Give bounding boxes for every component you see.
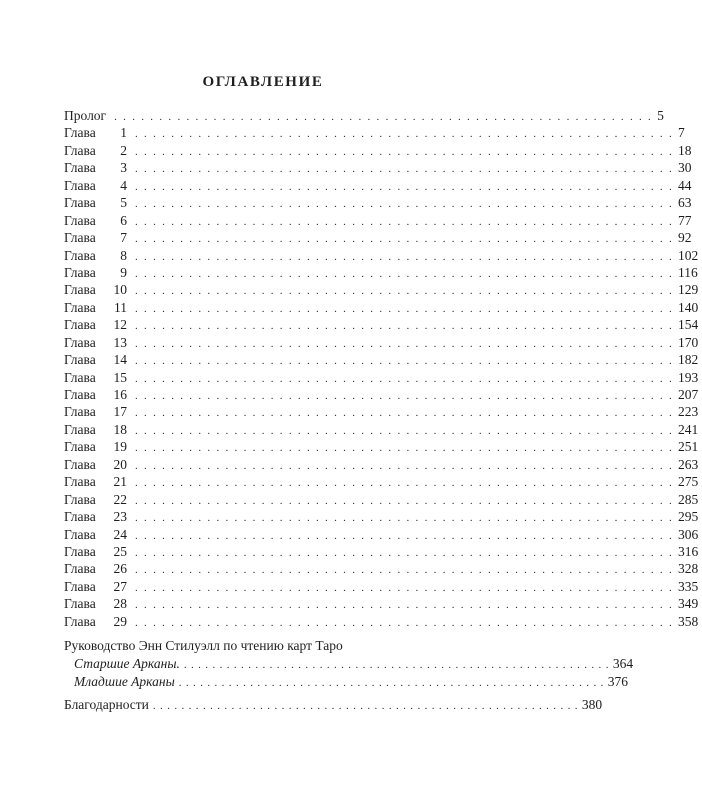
dot-leader: ............................................................	[135, 424, 678, 437]
toc-entry-label	[64, 369, 127, 386]
toc-page-number: 140	[678, 299, 699, 315]
toc-entry-label	[64, 124, 127, 141]
toc-page-number: 116	[678, 264, 698, 280]
toc-entry-label	[64, 543, 127, 560]
toc-entry-label: Младшие Арканы	[74, 673, 175, 689]
toc-entry-chapter[interactable]	[64, 491, 699, 508]
dot-leader: ............................................................	[135, 529, 678, 542]
chapter-number: 1	[120, 125, 127, 141]
chapter-number: 2	[120, 142, 127, 158]
dot-leader: ............................................................	[135, 267, 678, 280]
toc-page-number: 335	[678, 578, 699, 594]
guide-list	[64, 655, 634, 690]
guide-title: Руководство Энн Стилуэлл по чтению карт Таро	[64, 638, 343, 654]
toc-entry-label	[64, 334, 127, 351]
dot-leader: ............................................................	[135, 407, 678, 420]
toc-entry-label	[64, 316, 127, 333]
dot-leader: ............................................................	[135, 477, 678, 490]
toc-entry-label: Благодарности	[64, 697, 149, 712]
chapter-word: Глава	[64, 142, 96, 158]
toc-entry-chapter[interactable]	[64, 124, 685, 141]
toc-page-number: 275	[678, 474, 699, 490]
toc-page-number: 295	[678, 509, 699, 525]
toc-entry-chapter[interactable]	[64, 264, 698, 281]
dot-leader: ............................................................	[135, 145, 678, 158]
toc-entry-label	[64, 247, 127, 264]
toc-entry-label	[64, 456, 127, 473]
chapter-word: Глава	[64, 177, 96, 193]
chapter-word: Глава	[64, 387, 96, 402]
chapter-word: Глава	[64, 404, 96, 420]
chapter-word: Глава	[64, 509, 96, 525]
chapter-number: 19	[113, 439, 127, 455]
toc-entry-chapter[interactable]	[64, 177, 692, 194]
chapter-word: Глава	[64, 456, 96, 472]
toc-entry-chapter[interactable]	[64, 508, 699, 525]
chapter-word: Глава	[64, 125, 96, 141]
toc-entry-label	[64, 212, 127, 229]
dot-leader: ............................................................	[135, 459, 678, 472]
toc-page-number: 263	[678, 456, 699, 472]
toc-entry-chapter[interactable]	[64, 316, 699, 333]
chapter-number: 18	[113, 421, 127, 437]
dot-leader: ............................................................	[152, 700, 582, 712]
toc-page-number: 7	[678, 125, 685, 141]
toc-entry-label	[64, 403, 127, 420]
dot-leader: ............................................................	[135, 616, 678, 629]
chapter-number: 24	[113, 526, 127, 542]
chapter-word: Глава	[64, 317, 96, 333]
chapter-number: 7	[120, 230, 127, 246]
toc-page-number: 358	[678, 613, 699, 629]
chapter-number: 3	[120, 160, 127, 176]
dot-leader: ............................................................	[135, 442, 678, 455]
toc-entry-prologue[interactable]	[64, 107, 664, 124]
toc-entry-label	[64, 526, 127, 543]
chapter-word: Глава	[64, 421, 96, 437]
toc-entry-chapter[interactable]	[64, 142, 692, 159]
chapter-word: Глава	[64, 352, 96, 368]
dot-leader: ............................................................	[178, 676, 608, 689]
chapter-word: Глава	[64, 299, 96, 315]
toc-entry-label	[64, 264, 127, 281]
chapter-number: 5	[120, 195, 127, 211]
toc-page-number: 129	[678, 282, 699, 298]
toc-entry-chapter[interactable]	[64, 247, 699, 264]
toc-entry-chapter[interactable]	[64, 456, 699, 473]
toc-entry-chapter[interactable]	[64, 613, 699, 630]
toc-page-number: 92	[678, 230, 692, 246]
toc-page-number: 207	[678, 387, 699, 402]
dot-leader: ............................................................	[135, 215, 678, 228]
chapter-word: Глава	[64, 264, 96, 280]
chapter-word: Глава	[64, 561, 96, 577]
dot-leader: ............................................................	[135, 355, 678, 368]
toc-entry-chapter[interactable]	[64, 578, 699, 595]
toc-entry-chapter[interactable]	[64, 212, 692, 229]
toc-entry-chapter[interactable]	[64, 560, 699, 577]
chapter-number: 26	[113, 561, 127, 577]
toc-page-number: 364	[612, 656, 634, 672]
dot-leader: ............................................................	[135, 285, 678, 298]
toc-entry-chapter[interactable]	[64, 334, 699, 351]
toc-entry-label	[64, 578, 127, 595]
toc-entry-chapter[interactable]	[64, 281, 699, 298]
toc-entry-chapter[interactable]	[64, 543, 699, 560]
chapter-number: 23	[113, 509, 127, 525]
toc-entry-chapter[interactable]	[64, 438, 699, 455]
toc-page-number: 182	[678, 352, 699, 368]
toc-page-number: 193	[678, 369, 699, 385]
toc-entry-label: Пролог	[64, 108, 107, 123]
toc-entry-chapter[interactable]	[64, 595, 699, 612]
chapter-number: 27	[113, 578, 127, 594]
table-of-contents	[64, 107, 699, 713]
toc-entry-chapter[interactable]	[64, 386, 699, 403]
toc-entry-chapter[interactable]	[64, 403, 699, 420]
dot-leader: ............................................................	[183, 659, 613, 672]
toc-entry-label	[64, 194, 127, 211]
toc-page-number: 306	[678, 526, 699, 542]
chapter-list	[64, 124, 699, 630]
toc-page-number: 44	[678, 177, 692, 193]
toc-page-number: 316	[678, 543, 699, 559]
dot-leader: ............................................................	[135, 250, 678, 263]
dot-leader: ............................................................	[135, 512, 678, 525]
dot-leader: ............................................................	[135, 581, 678, 594]
chapter-number: 6	[120, 212, 127, 228]
toc-page-number: 285	[678, 491, 699, 507]
toc-page-number: 223	[678, 404, 699, 420]
chapter-word: Глава	[64, 282, 96, 298]
toc-page-number: 380	[581, 697, 603, 712]
dot-leader: ............................................................	[114, 111, 658, 123]
toc-entry-label	[64, 281, 127, 298]
toc-entry-label	[64, 177, 127, 194]
toc-entry-guide-item[interactable]	[64, 655, 634, 672]
toc-entry-label: Старшие Арканы.	[74, 656, 180, 672]
chapter-word: Глава	[64, 613, 96, 629]
chapter-number: 8	[120, 247, 127, 263]
toc-entry-label	[64, 159, 127, 176]
toc-entry-chapter[interactable]	[64, 299, 699, 316]
toc-entry-chapter[interactable]	[64, 194, 692, 211]
toc-page-number: 241	[678, 421, 699, 437]
chapter-word: Глава	[64, 230, 96, 246]
chapter-word: Глава	[64, 474, 96, 490]
toc-page-number: 154	[678, 317, 699, 333]
chapter-word: Глава	[64, 247, 96, 263]
dot-leader: ............................................................	[135, 546, 678, 559]
chapter-number: 15	[113, 369, 127, 385]
dot-leader: ............................................................	[135, 390, 678, 402]
toc-page-number: 18	[678, 142, 692, 158]
dot-leader: ............................................................	[135, 599, 678, 612]
dot-leader: ............................................................	[135, 233, 678, 246]
chapter-number: 29	[113, 613, 127, 629]
dot-leader: ............................................................	[135, 494, 678, 507]
chapter-word: Глава	[64, 491, 96, 507]
chapter-number: 28	[113, 596, 127, 612]
toc-entry-acknowledgements[interactable]	[64, 696, 603, 713]
toc-page-number: 349	[678, 596, 699, 612]
toc-page-number: 77	[678, 212, 692, 228]
dot-leader: ............................................................	[135, 564, 678, 577]
dot-leader: ............................................................	[135, 320, 678, 333]
chapter-word: Глава	[64, 195, 96, 211]
toc-entry-chapter[interactable]	[64, 369, 699, 386]
toc-entry-label	[64, 491, 127, 508]
chapter-number: 11	[114, 299, 127, 315]
toc-page-number: 102	[678, 247, 699, 263]
chapter-number: 21	[113, 474, 127, 490]
chapter-number: 13	[113, 334, 127, 350]
chapter-number: 9	[120, 264, 127, 280]
toc-entry-chapter[interactable]	[64, 351, 699, 368]
page-title: ОГЛАВЛЕНИЕ	[202, 74, 324, 90]
toc-entry-label	[64, 595, 127, 612]
toc-entry-label	[64, 473, 127, 490]
toc-page-number: 376	[607, 673, 628, 689]
chapter-word: Глава	[64, 212, 96, 228]
chapter-number: 10	[113, 282, 127, 298]
toc-entry-chapter[interactable]	[64, 421, 699, 438]
chapter-number: 22	[113, 491, 127, 507]
toc-page-number: 5	[657, 108, 664, 123]
dot-leader: ............................................................	[135, 180, 678, 193]
toc-entry-label	[64, 613, 127, 630]
chapter-number: 17	[113, 404, 127, 420]
toc-entry-label	[64, 508, 127, 525]
chapter-word: Глава	[64, 543, 96, 559]
dot-leader: ............................................................	[135, 302, 678, 315]
toc-entry-chapter[interactable]	[64, 229, 692, 246]
chapter-number: 4	[120, 177, 127, 193]
chapter-word: Глава	[64, 334, 96, 350]
toc-page-number: 170	[678, 334, 699, 350]
chapter-number: 16	[113, 387, 127, 402]
chapter-word: Глава	[64, 160, 96, 176]
toc-page-number: 63	[678, 195, 692, 211]
toc-entry-label	[64, 229, 127, 246]
dot-leader: ............................................................	[135, 372, 678, 385]
toc-entry-label	[64, 142, 127, 159]
toc-entry-guide-item[interactable]	[64, 673, 628, 690]
dot-leader: ............................................................	[135, 163, 678, 176]
toc-page-number: 30	[678, 160, 692, 176]
chapter-word: Глава	[64, 578, 96, 594]
toc-entry-label	[64, 386, 127, 403]
toc-entry-label	[64, 560, 127, 577]
chapter-word: Глава	[64, 526, 96, 542]
chapter-number: 25	[113, 543, 127, 559]
chapter-word: Глава	[64, 369, 96, 385]
chapter-number: 14	[113, 352, 127, 368]
chapter-word: Глава	[64, 439, 96, 455]
dot-leader: ............................................................	[135, 128, 678, 141]
chapter-word: Глава	[64, 596, 96, 612]
toc-entry-label	[64, 421, 127, 438]
dot-leader: ............................................................	[135, 198, 678, 211]
toc-entry-label	[64, 351, 127, 368]
toc-entry-label	[64, 299, 127, 316]
chapter-number: 20	[113, 456, 127, 472]
toc-entry-chapter[interactable]	[64, 526, 699, 543]
toc-entry-chapter[interactable]	[64, 473, 699, 490]
toc-entry-label	[64, 438, 127, 455]
toc-page-number: 328	[678, 561, 699, 577]
dot-leader: ............................................................	[135, 337, 678, 350]
toc-entry-chapter[interactable]	[64, 159, 692, 176]
chapter-number: 12	[113, 317, 127, 333]
toc-page-number: 251	[678, 439, 699, 455]
